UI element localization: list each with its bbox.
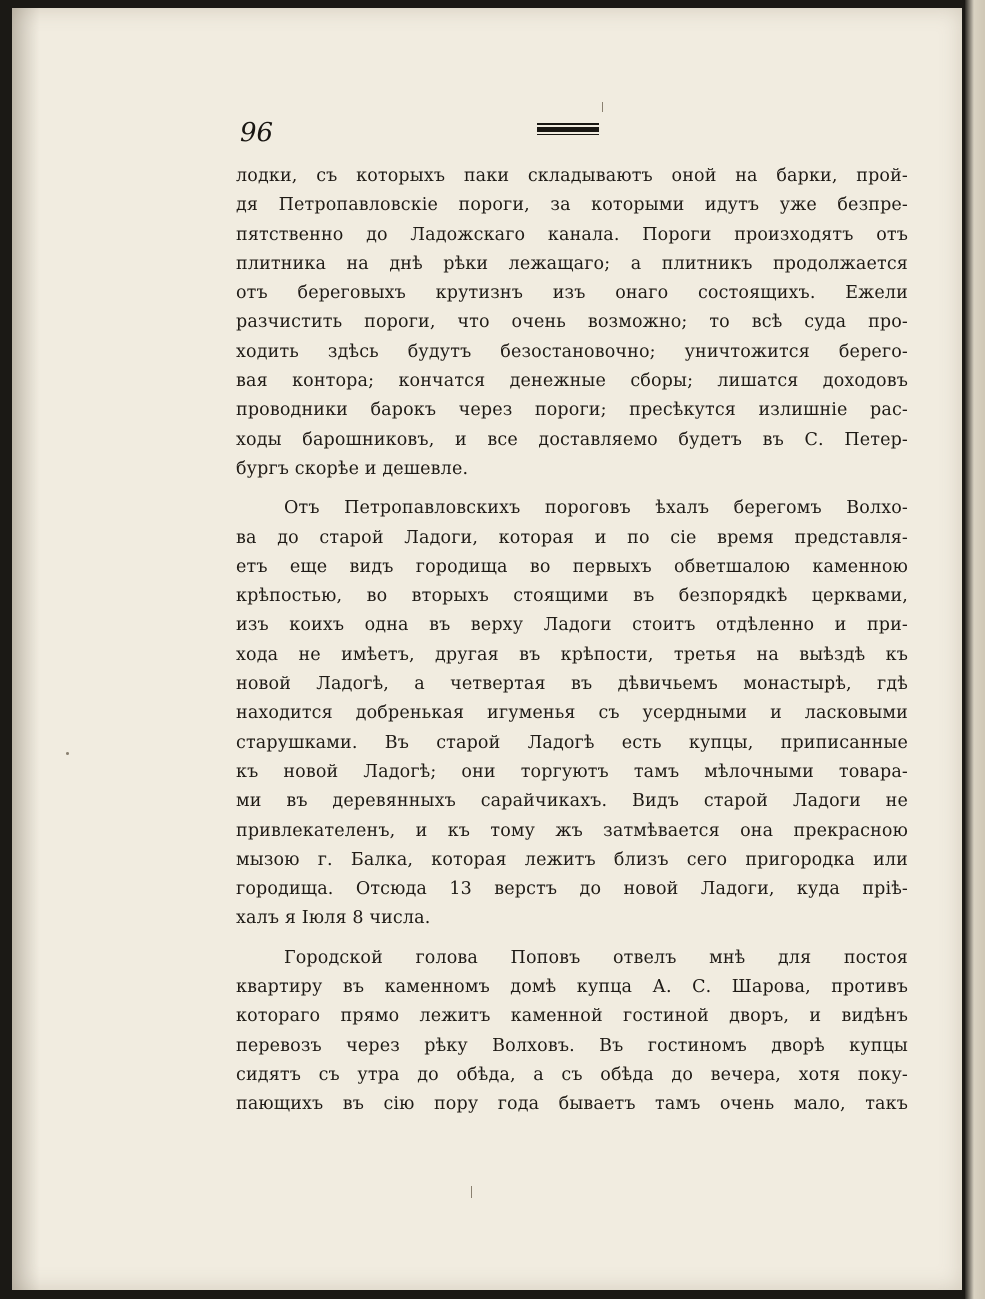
text-line: Городской голова Поповъ отвелъ мнѣ для постоя xyxy=(284,947,908,968)
text-line: изъ коихъ одна въ верху Ладоги стоитъ отдѣленно и при- xyxy=(236,615,908,636)
text-line: хода не имѣетъ, другая въ крѣпости, третья на выѣздѣ къ xyxy=(236,644,908,665)
text-line: ходы барошниковъ, и все доставляемо будетъ въ С. Петер- xyxy=(236,429,908,450)
text-line: дя Петропавловскіе пороги, за которыми идутъ уже безпре- xyxy=(236,195,908,216)
text-line: мызою г. Балка, которая лежитъ близъ сего пригородка или xyxy=(236,849,908,870)
header-ornament-rule xyxy=(537,122,599,136)
text-line: пятственно до Ладожскаго канала. Пороги произходятъ отъ xyxy=(236,224,908,245)
text-line: ва до старой Ладоги, которая и по сіе время представля- xyxy=(236,527,908,548)
text-line: находится добренькая игуменья съ усердными и ласковыми xyxy=(236,703,908,724)
text-line: разчистить пороги, что очень возможно; то всѣ суда про- xyxy=(236,312,908,333)
text-line: вая контора; кончатся денежные сборы; лишатся доходовъ xyxy=(236,371,908,392)
text-line: къ новой Ладогѣ; они торгуютъ тамъ мѣлочными товара- xyxy=(236,761,908,782)
text-line: бургъ скорѣе и дешевле. xyxy=(236,458,469,479)
text-line: городища. Отсюда 13 верстъ до новой Ладоги, куда прiѣ- xyxy=(236,879,908,900)
next-page-edge xyxy=(965,0,985,1299)
paragraph-2 xyxy=(236,494,908,933)
text-line: проводники барокъ через пороги; пресѣкутся излишніе рас- xyxy=(236,400,908,421)
paper-speck xyxy=(471,1186,472,1198)
paragraph-1 xyxy=(236,162,908,484)
text-line: ходить здѣсь будутъ безостановочно; уничтожится берего- xyxy=(236,341,908,362)
text-line: лодки, съ которыхъ паки складываютъ оной на барки, прой- xyxy=(236,166,908,186)
text-line: перевозъ через рѣку Волховъ. Въ гостиномъ дворѣ купцы xyxy=(236,1035,908,1056)
paper-speck xyxy=(66,752,69,755)
text-line: етъ еще видъ городища во первыхъ обветшалою каменною xyxy=(236,556,908,577)
paragraph-3 xyxy=(236,944,908,1120)
text-line: плитника на днѣ рѣки лежащаго; а плитникъ продолжается xyxy=(236,253,908,274)
page-number: 96 xyxy=(240,118,274,148)
text-line: крѣпостью, во вторыхъ стоящими въ безпорядкѣ церквами, xyxy=(236,586,908,607)
text-line: старушками. Въ старой Ладогѣ есть купцы, приписанные xyxy=(236,732,908,753)
text-line: пающихъ въ сію пору года бываетъ тамъ очень мало, такъ xyxy=(236,1094,908,1115)
text-line: сидятъ съ утра до обѣда, а съ обѣда до вечера, хотя поку- xyxy=(236,1064,908,1085)
text-line: квартиру въ каменномъ домѣ купца А. С. Шарова, противъ xyxy=(236,977,908,998)
text-line: ми въ деревянныхъ сарайчикахъ. Видъ старой Ладоги не xyxy=(236,791,908,812)
page-fold-shadow xyxy=(12,8,40,1290)
text-line: отъ береговыхъ крутизнъ изъ онаго состоящихъ. Ежели xyxy=(236,283,908,304)
text-line: новой Ладогѣ, а четвертая въ дѣвичьемъ монастырѣ, гдѣ xyxy=(236,674,908,695)
text-line: привлекателенъ, и къ тому жъ затмѣвается она прекрасною xyxy=(236,820,908,841)
paper-speck xyxy=(602,102,603,112)
text-line: Отъ Петропавловскихъ пороговъ ѣхалъ берегомъ Волхо- xyxy=(284,498,908,519)
text-line: халъ я Iюля 8 числа. xyxy=(236,908,431,929)
body-text xyxy=(236,162,908,1120)
text-line: котораго прямо лежитъ каменной гостиной дворъ, и видѣнъ xyxy=(236,1006,908,1027)
